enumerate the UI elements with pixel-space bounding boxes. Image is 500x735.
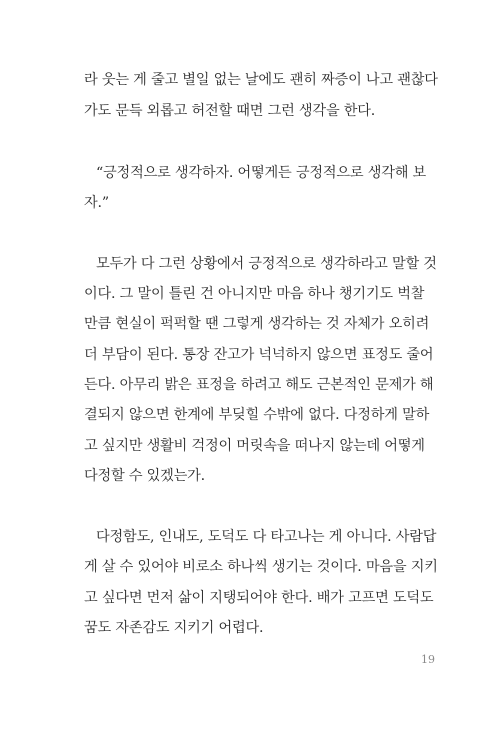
paragraph-4-line-1: 다정함도, 인내도, 도덕도 다 타고나는 게 아니다. 사람답 bbox=[96, 529, 437, 545]
paragraph-1-line-1: 라 웃는 게 줄고 별일 없는 날에도 괜히 짜증이 나고 괜찮다 bbox=[84, 72, 438, 88]
paragraph-3-line-7: 고 싶지만 생활비 걱정이 머릿속을 떠나지 않는데 어떻게 bbox=[84, 438, 425, 454]
paragraph-4-line-4: 꿈도 자존감도 지키기 어렵다. bbox=[84, 620, 264, 636]
paragraph-3-line-2: 이다. 그 말이 틀린 건 아니지만 마음 하나 챙기기도 벅찰 bbox=[84, 286, 425, 302]
paragraph-4-line-2: 게 살 수 있어야 비로소 하나씩 생기는 것이다. 마음을 지키 bbox=[84, 559, 438, 575]
paragraph-2-line-2: 자.” bbox=[84, 195, 109, 211]
paragraph-3-line-3: 만큼 현실이 퍽퍽할 땐 그렇게 생각하는 것 자체가 오히려 bbox=[84, 316, 430, 332]
paragraph-3-line-5: 든다. 아무리 밝은 표정을 하려고 해도 근본적인 문제가 해 bbox=[84, 377, 434, 393]
paragraph-2-line-1: “긍정적으로 생각하자. 어떻게든 긍정적으로 생각해 보 bbox=[96, 165, 427, 181]
paragraph-4-line-3: 고 싶다면 먼저 삶이 지탱되어야 한다. 배가 고프면 도덕도 bbox=[84, 590, 434, 606]
page-number: 19 bbox=[421, 653, 435, 666]
paragraph-3-line-8: 다정할 수 있겠는가. bbox=[84, 468, 205, 484]
paragraph-3-line-6: 결되지 않으면 한계에 부딪힐 수밖에 없다. 다정하게 말하 bbox=[84, 407, 430, 423]
paragraph-3-line-4: 더 부담이 된다. 통장 잔고가 넉넉하지 않으면 표정도 줄어 bbox=[84, 347, 434, 363]
paragraph-3-line-1: 모두가 다 그런 상황에서 긍정적으로 생각하라고 말할 것 bbox=[96, 256, 437, 272]
paragraph-1-line-2: 가도 문득 외롭고 허전할 때면 그런 생각을 한다. bbox=[84, 103, 376, 119]
